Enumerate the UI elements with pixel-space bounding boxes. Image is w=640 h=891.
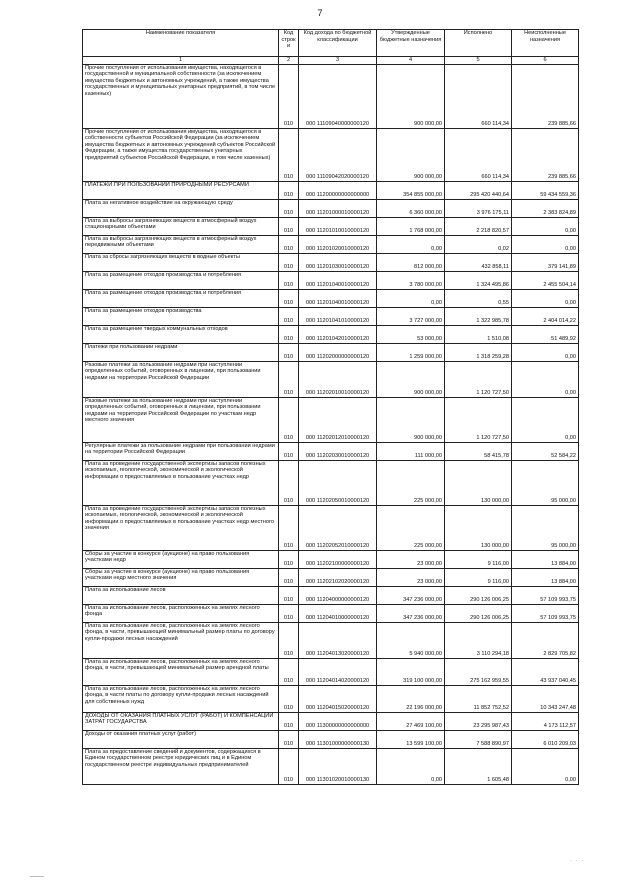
row-executed: 0,55 xyxy=(445,289,512,307)
row-code: 010 xyxy=(279,64,299,128)
row-approved: 23 000,00 xyxy=(377,568,445,586)
row-unexecuted: 52 584,22 xyxy=(512,442,579,460)
row-name: Прочие поступления от использования имущества, находящегося в собственности субъектов Российской Федерации (за исключением имущества бюджетных и автономных учреждений субъектов Российской Федерации, а также имущества государственных унитарных предприятий субъектов Российской Федерации, в том числе казенных) xyxy=(83,128,279,181)
row-name: Доходы от оказания платных услуг (работ) xyxy=(83,730,279,748)
row-executed: 1 120 727,50 xyxy=(445,361,512,397)
row-code: 010 xyxy=(279,748,299,784)
table-row xyxy=(83,325,579,343)
row-executed: 1 605,48 xyxy=(445,748,512,784)
row-approved: 1 768 000,00 xyxy=(377,217,445,235)
row-kbk: 000 11109040000000120 xyxy=(299,64,377,128)
row-code: 010 xyxy=(279,550,299,568)
row-code: 010 xyxy=(279,505,299,550)
row-code: 010 xyxy=(279,253,299,271)
header-unexecuted: Неисполненные назначения xyxy=(512,30,579,57)
row-executed: 1 324 495,86 xyxy=(445,271,512,289)
row-name: Сборы за участие в конкурсе (аукционе) на право пользования участками недр xyxy=(83,550,279,568)
row-code: 010 xyxy=(279,460,299,505)
row-kbk: 000 11202012010000120 xyxy=(299,397,377,442)
row-approved: 900 000,00 xyxy=(377,128,445,181)
row-unexecuted: 57 109 993,75 xyxy=(512,586,579,604)
table-row xyxy=(83,397,579,442)
column-number: 5 xyxy=(445,57,512,65)
row-approved: 0,00 xyxy=(377,289,445,307)
row-executed: 660 114,34 xyxy=(445,64,512,128)
row-code: 010 xyxy=(279,343,299,361)
row-executed: 23 295 987,43 xyxy=(445,712,512,730)
row-approved: 5 940 000,00 xyxy=(377,622,445,658)
row-code: 010 xyxy=(279,181,299,199)
row-name: Плата за использование лесов, расположенных на землях лесного фонда, в части, превышающей минимальный размер платы по договору купли-продажи лесных насаждений xyxy=(83,622,279,658)
row-kbk: 000 11202052010000120 xyxy=(299,505,377,550)
row-approved: 3 780 000,00 xyxy=(377,271,445,289)
row-name: Плата за сбросы загрязняющих веществ в водные объекты xyxy=(83,253,279,271)
row-unexecuted: 0,00 xyxy=(512,289,579,307)
row-executed: 130 000,00 xyxy=(445,460,512,505)
row-unexecuted: 2 455 504,14 xyxy=(512,271,579,289)
row-executed: 9 116,00 xyxy=(445,568,512,586)
table-row xyxy=(83,307,579,325)
row-approved: 900 000,00 xyxy=(377,361,445,397)
column-number: 2 xyxy=(279,57,299,65)
row-approved: 812 000,00 xyxy=(377,253,445,271)
row-name: Плата за предоставление сведений и документов, содержащихся в Едином государственном реестре юридических лиц и в Едином государственном реестре индивидуальных предпринимателей xyxy=(83,748,279,784)
row-unexecuted: 239 885,66 xyxy=(512,128,579,181)
margin-mark xyxy=(30,876,44,877)
table-row xyxy=(83,568,579,586)
column-number: 3 xyxy=(299,57,377,65)
row-approved: 225 000,00 xyxy=(377,460,445,505)
table-row xyxy=(83,253,579,271)
column-number: 4 xyxy=(377,57,445,65)
row-code: 010 xyxy=(279,307,299,325)
row-kbk: 000 11204000000000120 xyxy=(299,586,377,604)
row-unexecuted: 0,00 xyxy=(512,235,579,253)
row-code: 010 xyxy=(279,658,299,685)
table-row xyxy=(83,586,579,604)
row-code: 010 xyxy=(279,217,299,235)
row-code: 010 xyxy=(279,730,299,748)
row-executed: 432 858,11 xyxy=(445,253,512,271)
row-code: 010 xyxy=(279,199,299,217)
table-row xyxy=(83,460,579,505)
row-unexecuted: 6 010 209,03 xyxy=(512,730,579,748)
row-unexecuted: 379 141,89 xyxy=(512,253,579,271)
row-name: ПЛАТЕЖИ ПРИ ПОЛЬЗОВАНИИ ПРИРОДНЫМИ РЕСУРСАМИ xyxy=(83,181,279,199)
row-approved: 13 599 100,00 xyxy=(377,730,445,748)
row-executed: 3 976 175,11 xyxy=(445,199,512,217)
row-executed: 1 120 727,50 xyxy=(445,397,512,442)
row-code: 010 xyxy=(279,271,299,289)
row-kbk: 000 11204014020000120 xyxy=(299,658,377,685)
row-kbk: 000 11201040010000120 xyxy=(299,271,377,289)
row-executed: 1 510,08 xyxy=(445,325,512,343)
table-body xyxy=(83,64,579,784)
row-approved: 3 727 000,00 xyxy=(377,307,445,325)
row-executed: 7 588 890,97 xyxy=(445,730,512,748)
row-unexecuted: 95 000,00 xyxy=(512,460,579,505)
row-approved: 27 469 100,00 xyxy=(377,712,445,730)
row-name: Плата за размещение отходов производства и потребления xyxy=(83,271,279,289)
page-number: 7 xyxy=(317,8,323,18)
row-name: Плата за выбросы загрязняющих веществ в атмосферный воздух передвижными объектами xyxy=(83,235,279,253)
row-approved: 900 000,00 xyxy=(377,397,445,442)
row-executed: 290 126 006,25 xyxy=(445,604,512,622)
row-kbk: 000 11200000000000000 xyxy=(299,181,377,199)
row-code: 010 xyxy=(279,289,299,307)
row-approved: 354 855 000,00 xyxy=(377,181,445,199)
table-row xyxy=(83,748,579,784)
row-name: Платежи при пользовании недрами xyxy=(83,343,279,361)
row-executed: 0,02 xyxy=(445,235,512,253)
column-number-row xyxy=(83,57,579,65)
row-name: Плата за размещение отходов производства xyxy=(83,307,279,325)
row-kbk: 000 11201040010000120 xyxy=(299,289,377,307)
row-unexecuted: 10 343 247,48 xyxy=(512,685,579,712)
table-row xyxy=(83,271,579,289)
row-code: 010 xyxy=(279,128,299,181)
footer-mark: · · · xyxy=(570,858,585,864)
header-code: Код строк и xyxy=(279,30,299,57)
row-name: Разовые платежи за пользование недрами при наступлении определенных событий, оговоренных в лицензии, при пользовании недрами на территории Российской Федерации по участкам недр местного значения xyxy=(83,397,279,442)
row-kbk: 000 11202010010000120 xyxy=(299,361,377,397)
row-name: Регулярные платежи за пользование недрами при пользовании недрами на территории Российской Федерации xyxy=(83,442,279,460)
row-executed: 290 126 006,25 xyxy=(445,586,512,604)
table-row xyxy=(83,343,579,361)
row-code: 010 xyxy=(279,712,299,730)
row-code: 010 xyxy=(279,361,299,397)
row-code: 010 xyxy=(279,442,299,460)
row-kbk: 000 11201000010000120 xyxy=(299,199,377,217)
row-executed: 660 114,34 xyxy=(445,128,512,181)
table-row xyxy=(83,712,579,730)
row-executed: 3 110 294,18 xyxy=(445,622,512,658)
row-name: Плата за выбросы загрязняющих веществ в атмосферный воздух стационарными объектами xyxy=(83,217,279,235)
row-approved: 22 196 000,00 xyxy=(377,685,445,712)
row-kbk: 000 11202000000000120 xyxy=(299,343,377,361)
table-row xyxy=(83,622,579,658)
row-kbk: 000 11300000000000000 xyxy=(299,712,377,730)
row-kbk: 000 11204013020000120 xyxy=(299,622,377,658)
row-unexecuted: 51 489,92 xyxy=(512,325,579,343)
table-row xyxy=(83,505,579,550)
row-unexecuted: 4 173 112,57 xyxy=(512,712,579,730)
table-row xyxy=(83,235,579,253)
row-name: Плата за размещение отходов производства и потребления xyxy=(83,289,279,307)
header-executed: Исполнено xyxy=(445,30,512,57)
row-name: Плата за проведение государственной экспертизы запасов полезных ископаемых, геологической, экономической и экологической информации о предоставляемых в пользование участках недр xyxy=(83,460,279,505)
row-kbk: 000 11109042020000120 xyxy=(299,128,377,181)
row-kbk: 000 11301020010000130 xyxy=(299,748,377,784)
table-row xyxy=(83,289,579,307)
row-name: Плата за использование лесов, расположенных на землях лесного фонда, в части, превышающей минимальный размер арендной платы xyxy=(83,658,279,685)
row-unexecuted: 13 884,00 xyxy=(512,550,579,568)
row-unexecuted: 57 109 993,75 xyxy=(512,604,579,622)
table-row xyxy=(83,685,579,712)
row-approved: 347 236 000,00 xyxy=(377,586,445,604)
row-code: 010 xyxy=(279,622,299,658)
row-executed: 130 000,00 xyxy=(445,505,512,550)
row-name: Плата за негативное воздействие на окружающую среду xyxy=(83,199,279,217)
row-unexecuted: 2 383 824,89 xyxy=(512,199,579,217)
header-kbk: Код дохода по бюджетной классификации xyxy=(299,30,377,57)
row-unexecuted: 13 884,00 xyxy=(512,568,579,586)
row-unexecuted: 59 434 559,36 xyxy=(512,181,579,199)
row-approved: 111 000,00 xyxy=(377,442,445,460)
row-kbk: 000 11202050010000120 xyxy=(299,460,377,505)
row-code: 010 xyxy=(279,325,299,343)
row-executed: 9 116,00 xyxy=(445,550,512,568)
row-name: Разовые платежи за пользование недрами при наступлении определенных событий, оговоренных в лицензии, при пользовании недрами на территории Российской Федерации xyxy=(83,361,279,397)
row-name: Плата за использование лесов, расположенных на землях лесного фонда xyxy=(83,604,279,622)
table-row xyxy=(83,64,579,128)
row-unexecuted: 95 000,00 xyxy=(512,505,579,550)
row-kbk: 000 11201030010000120 xyxy=(299,253,377,271)
row-unexecuted: 0,00 xyxy=(512,343,579,361)
income-table xyxy=(82,29,579,785)
table-header-row xyxy=(83,30,579,57)
row-name: Плата за использование лесов xyxy=(83,586,279,604)
table-row xyxy=(83,217,579,235)
row-executed: 295 420 440,64 xyxy=(445,181,512,199)
row-executed: 2 218 820,57 xyxy=(445,217,512,235)
row-approved: 319 100 000,00 xyxy=(377,658,445,685)
row-approved: 53 000,00 xyxy=(377,325,445,343)
row-name: Плата за размещение твердых коммунальных отходов xyxy=(83,325,279,343)
row-code: 010 xyxy=(279,604,299,622)
row-kbk: 000 11204015020000120 xyxy=(299,685,377,712)
row-approved: 1 259 000,00 xyxy=(377,343,445,361)
row-unexecuted: 0,00 xyxy=(512,217,579,235)
row-kbk: 000 11201020010000120 xyxy=(299,235,377,253)
row-unexecuted: 2 404 014,22 xyxy=(512,307,579,325)
row-name: Прочие поступления от использования имущества, находящегося в государственной и муниципальной собственности (за исключением имущества бюджетных и автономных учреждений, а также имущества государственных и муниципальных унитарных предприятий, в том числе казенных) xyxy=(83,64,279,128)
row-approved: 347 236 000,00 xyxy=(377,604,445,622)
table-row xyxy=(83,658,579,685)
row-approved: 23 000,00 xyxy=(377,550,445,568)
row-unexecuted: 0,00 xyxy=(512,748,579,784)
row-code: 010 xyxy=(279,685,299,712)
table-row xyxy=(83,361,579,397)
row-executed: 1 322 985,78 xyxy=(445,307,512,325)
row-approved: 900 000,00 xyxy=(377,64,445,128)
row-code: 010 xyxy=(279,397,299,442)
row-approved: 0,00 xyxy=(377,235,445,253)
row-approved: 6 360 000,00 xyxy=(377,199,445,217)
table-row xyxy=(83,442,579,460)
row-name: Сборы за участие в конкурсе (аукционе) на право пользования участками недр местного значения xyxy=(83,568,279,586)
table-row xyxy=(83,604,579,622)
row-unexecuted: 0,00 xyxy=(512,397,579,442)
table-row xyxy=(83,550,579,568)
row-unexecuted: 43 937 040,45 xyxy=(512,658,579,685)
row-code: 010 xyxy=(279,568,299,586)
row-kbk: 000 11202100000000120 xyxy=(299,550,377,568)
table-row xyxy=(83,730,579,748)
table-row xyxy=(83,181,579,199)
column-number: 1 xyxy=(83,57,279,65)
row-unexecuted: 2 829 705,82 xyxy=(512,622,579,658)
row-kbk: 000 11201041010000120 xyxy=(299,307,377,325)
row-executed: 1 318 259,28 xyxy=(445,343,512,361)
table-row xyxy=(83,128,579,181)
row-kbk: 000 11204010000000120 xyxy=(299,604,377,622)
header-approved: Утвержденные бюджетные назначения xyxy=(377,30,445,57)
table-row xyxy=(83,199,579,217)
row-name: Плата за проведение государственной экспертизы запасов полезных ископаемых, геологической, экономической и экологической информации о предоставляемых в пользование участках недр местного значения xyxy=(83,505,279,550)
row-kbk: 000 11201010010000120 xyxy=(299,217,377,235)
row-executed: 58 415,78 xyxy=(445,442,512,460)
row-code: 010 xyxy=(279,235,299,253)
row-executed: 275 162 959,55 xyxy=(445,658,512,685)
row-name: Плата за использование лесов, расположенных на землях лесного фонда, в части платы по договору купли-продажи лесных насаждений для собственных нужд xyxy=(83,685,279,712)
row-executed: 11 852 752,52 xyxy=(445,685,512,712)
header-name: Наименование показателя xyxy=(83,30,279,57)
row-kbk: 000 11202102020000120 xyxy=(299,568,377,586)
row-kbk: 000 11301000000000130 xyxy=(299,730,377,748)
row-kbk: 000 11202030010000120 xyxy=(299,442,377,460)
row-name: ДОХОДЫ ОТ ОКАЗАНИЯ ПЛАТНЫХ УСЛУГ (РАБОТ) И КОМПЕНСАЦИИ ЗАТРАТ ГОСУДАРСТВА xyxy=(83,712,279,730)
row-kbk: 000 11201042010000120 xyxy=(299,325,377,343)
row-code: 010 xyxy=(279,586,299,604)
row-unexecuted: 239 885,66 xyxy=(512,64,579,128)
row-unexecuted: 0,00 xyxy=(512,361,579,397)
row-approved: 0,00 xyxy=(377,748,445,784)
column-number: 6 xyxy=(512,57,579,65)
row-approved: 225 000,00 xyxy=(377,505,445,550)
